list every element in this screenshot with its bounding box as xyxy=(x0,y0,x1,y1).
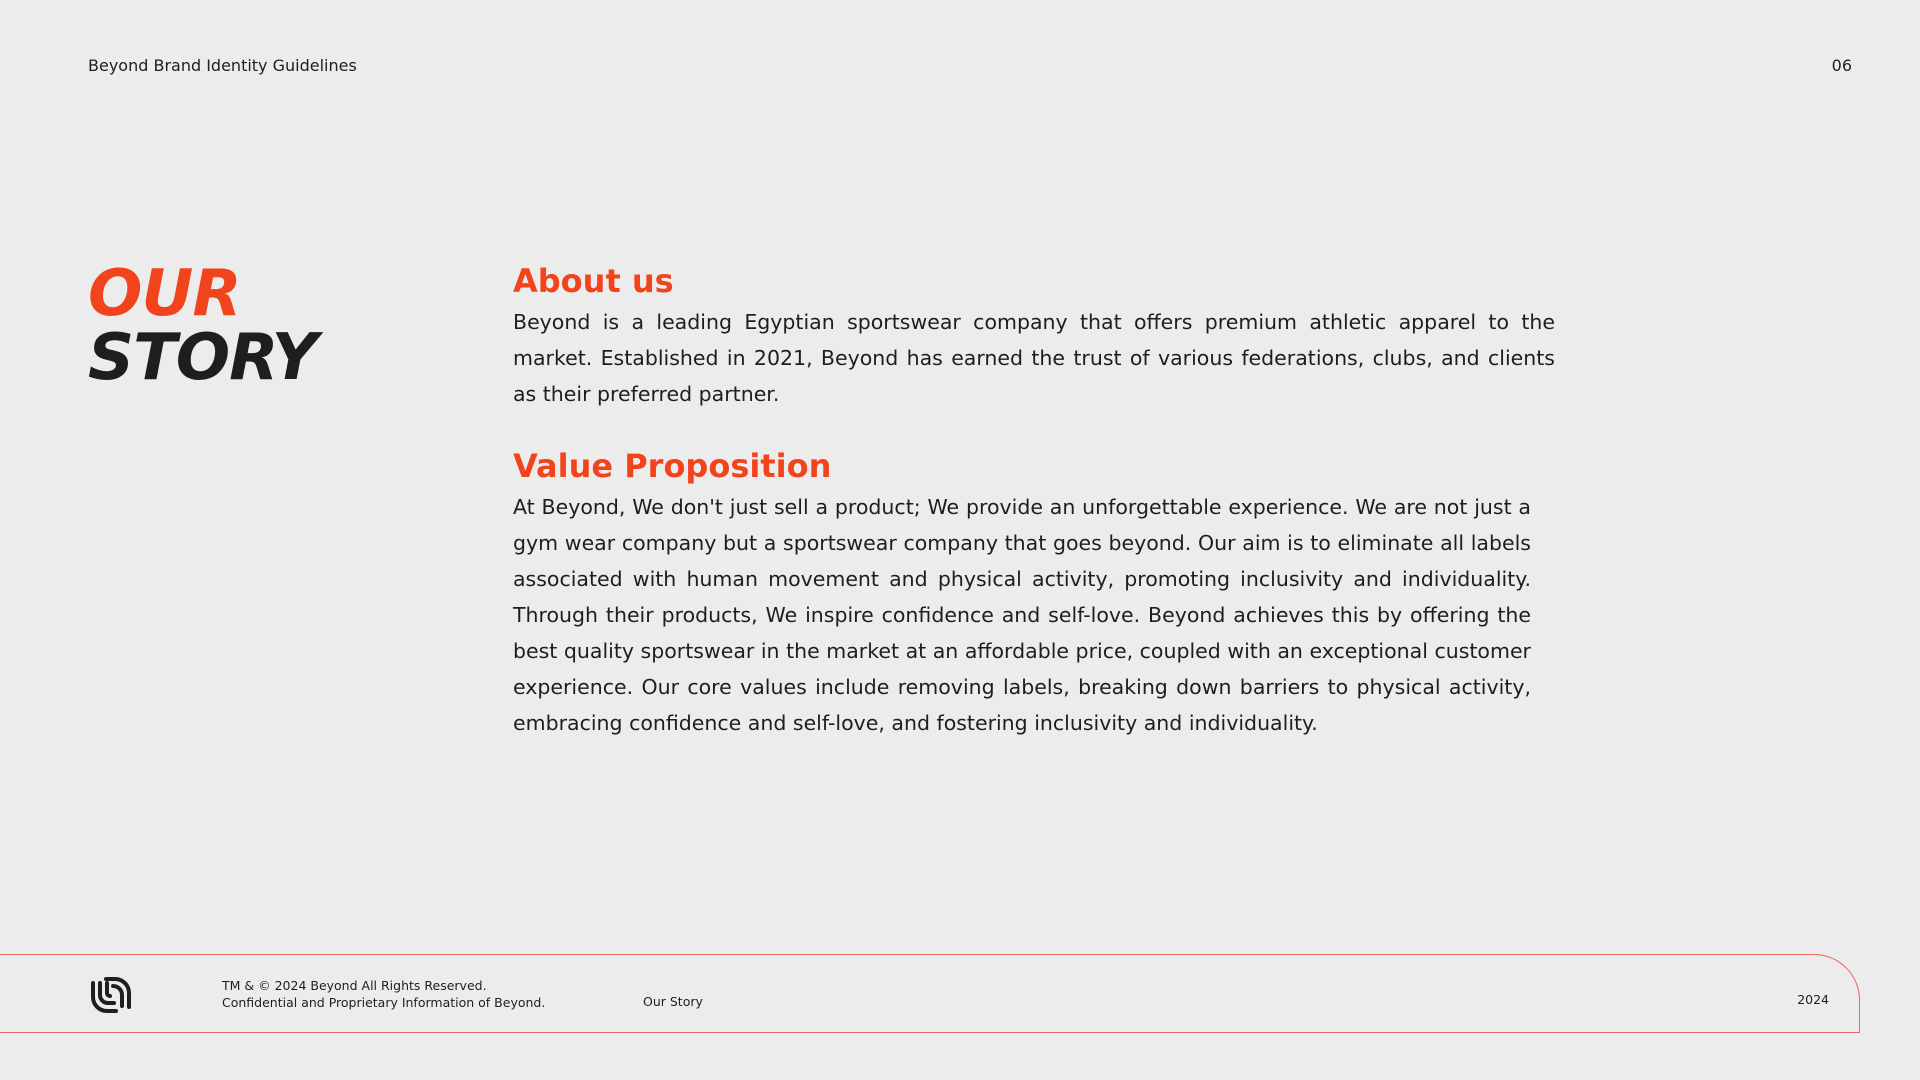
about-section xyxy=(513,262,1555,412)
footer-bar xyxy=(0,954,1860,1033)
page-number: 06 xyxy=(1831,56,1852,75)
hero-title-line2: STORY xyxy=(88,321,317,395)
document-title: Beyond Brand Identity Guidelines xyxy=(88,56,357,75)
value-proposition-body: At Beyond, We don't just sell a product; We provide an unforgettable experience. We are not just a gym wear company but a sportswear company that goes beyond. Our aim is to eliminate all labels associated with human movement and physical activity, promoting inclusivity and individuality. Through their products, We inspire confidence and self-love. Beyond achieves this by offering the best quality sportswear in the market at an affordable price, coupled with an exceptional customer experience. Our core values include removing labels, breaking down barriers to physical activity, embracing confidence and self-love, and fostering inclusivity and individuality. xyxy=(513,495,1531,735)
beyond-logo-icon xyxy=(90,975,132,1015)
about-heading: About us xyxy=(513,262,674,300)
value-proposition-heading: Value Proposition xyxy=(513,447,832,485)
legal-copyright: TM & © 2024 Beyond All Rights Reserved. xyxy=(222,978,487,993)
legal-notice xyxy=(222,977,545,1011)
legal-confidential: Confidential and Proprietary Information of Beyond. xyxy=(222,995,546,1010)
footer-year: 2024 xyxy=(1797,992,1829,1007)
hero-title-line1: OUR xyxy=(88,257,241,331)
hero-title xyxy=(88,257,317,395)
footer-section-name: Our Story xyxy=(643,994,703,1009)
about-body: Beyond is a leading Egyptian sportswear company that offers premium athletic apparel to the market. Established in 2021, Beyond has earned the trust of various federations, clubs, and clients as their preferred partner. xyxy=(513,310,1555,406)
value-proposition-section xyxy=(513,447,1531,741)
